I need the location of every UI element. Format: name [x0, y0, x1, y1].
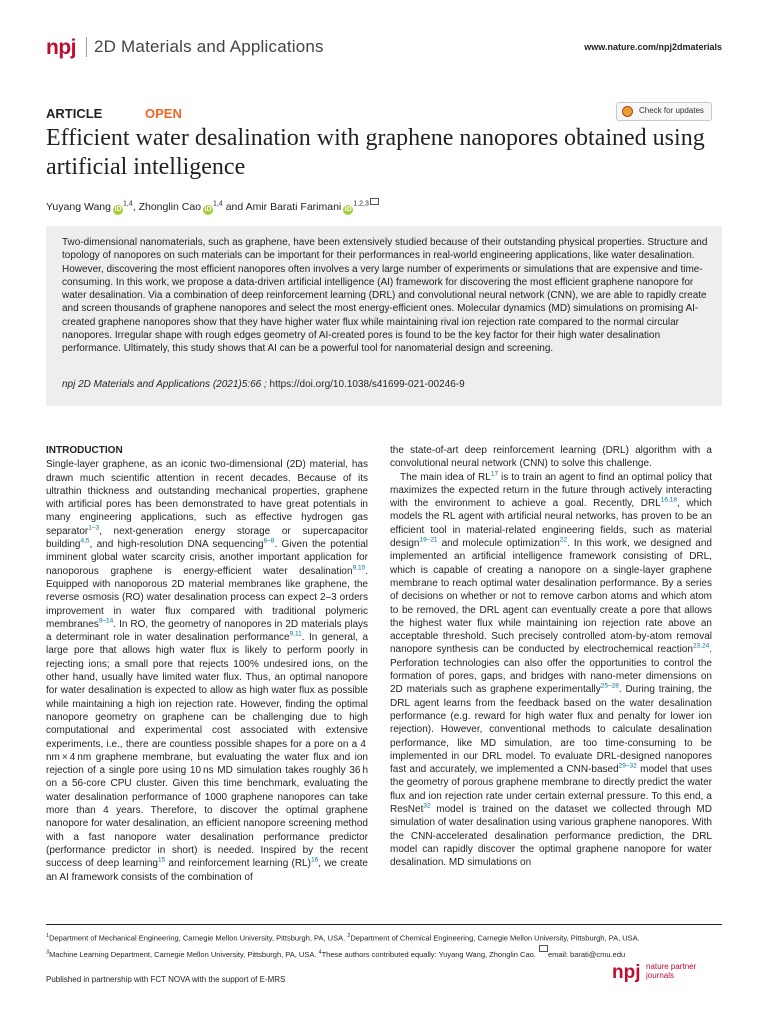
reference-link[interactable]: 9,11 — [289, 630, 302, 638]
reference-link[interactable]: 16 — [310, 856, 319, 864]
reference-link[interactable]: 19–21 — [419, 536, 438, 544]
open-access-badge: OPEN — [145, 106, 182, 121]
author-list: Yuyang Wang iD$^{1,4}$, Zhonglin Cao iD$^{1,4}$ and Amir Barati Farimani iD$^{1,2,3}$ — [46, 198, 379, 215]
reference-link[interactable]: 29–32 — [618, 762, 637, 770]
header-divider — [86, 37, 87, 57]
reference-link[interactable]: 1–3 — [88, 524, 100, 532]
body-paragraph: the state-of-art deep reinforcement learning (DRL) algorithm with a convolutional neural network (CNN) to solve this challenge. — [390, 445, 712, 470]
email-icon — [539, 945, 548, 952]
reference-link[interactable]: 25–28 — [600, 683, 619, 691]
reference-link[interactable]: 6–8 — [263, 537, 275, 545]
reference-link[interactable]: 9,10 — [352, 564, 366, 572]
abstract-box — [46, 226, 722, 406]
reference-link[interactable]: 4,5 — [80, 537, 90, 545]
reference-link[interactable]: 17 — [490, 470, 499, 478]
journal-url-link[interactable]: www.nature.com/npj2dmaterials — [584, 42, 722, 52]
reference-link[interactable]: 23,24 — [692, 643, 710, 651]
article-title: Efficient water desalination with graphene nanopores obtained using artificial intelligence — [46, 125, 705, 180]
orcid-icon[interactable]: iD — [204, 206, 212, 213]
body-paragraph: The main idea of RL$^{17}$ is to train an agent to find an optimal policy that maximizes the expected return in the future through actively interacting with the environment to achieve a goal. Recently, DRL$^{16,18}$, which models the RL agent with artificial neural networks, has proven to be an efficient tool in material-related engineering fields, such as material design$^{19-21}$ and molecule optimization$^{22}$. In this work, we designed and implemented an artificial intelligence framework consisting of DRL, which is capable of creating a nanopore on a single-layer graphene membrane to reach optimal water desalination performance. By a series of decisions on whether or not to remove carbon atoms and which atom to be removed, the DRL agent can eventually create a pore that allows the highest water flux while maintaining ion rejection rate above an acceptable threshold. Such precisely controlled atom-by-atom removal nanopore synthesis can be conducted by electrochemical reaction$^{23,24}$. Perforation technologies can also offer the opportunities to control the formation of pores, gaps, and bridges with nano-meter dimensions on 2D materials such as graphene experimentally$^{25-28}$. During training, the DRL agent learns from the feedback based on the water desalination performance (e.g. reward for high water flux and penalty for lower ion rejection). However, conventional methods to calculate desalination performance, like MD simulation, are too time-consuming to be implemented in our DRL model. To evaluate DRL-designed nanopores fast and accurately, we implemented a CNN-based$^{29-32}$ model that uses the geometry of porous graphene membrane to directly predict the water flux and ion rejection rate under certain external pressure. To this end, a ResNet$^{32}$ model is trained on the dataset we collected through MD simulation of water desalination using various graphene nanopores. With the CNN-accelerated desalination performance prediction, the DRL model can rapidly discover the optimal graphene nanopore for water desalination. MD simulations on — [390, 470, 712, 869]
article-type-label: ARTICLE — [46, 106, 103, 121]
npj-logo: npj — [46, 36, 76, 59]
author-name[interactable]: Yuyang Wang — [46, 201, 111, 213]
author-connector: and — [225, 201, 244, 213]
footnote-line: $^3$Machine Learning Department, Carnegie Mellon University, Pittsburgh, PA, USA. $^4$These authors contributed equally: Yuyang Wang, Zhonglin Cao. email: barati@cmu.edu — [46, 945, 722, 961]
reference-link[interactable]: 15 — [157, 856, 166, 864]
reference-link[interactable]: 32 — [423, 802, 431, 810]
orcid-icon[interactable]: iD — [114, 206, 122, 213]
body-column-left — [46, 444, 368, 884]
journal-name: 2D Materials and Applications — [94, 37, 324, 56]
article-citation — [62, 379, 708, 390]
affiliation-footnotes — [46, 924, 722, 961]
reference-link[interactable]: 9–14 — [98, 617, 114, 625]
section-heading: INTRODUCTION — [46, 445, 123, 456]
footnote-line: $^1$Department of Mechanical Engineering, Carnegie Mellon University, Pittsburgh, PA, USA. $^2$Department of Chemical Engineering, Carnegie Mellon University, Pittsburgh, PA, USA. — [46, 933, 640, 943]
reference-link[interactable]: 16,18 — [660, 496, 678, 504]
check-updates-icon — [622, 106, 633, 117]
abstract-text: Two-dimensional nanomaterials, such as graphene, have been extensively studied because of their outstanding physical properties. Structure and topology of nanopores on such materials can be important for their performances in real-world engineering applications, like water desalination. However, discovering the most efficient nanopores often involves a very large number of experiments or simulations that are expensive and time-consuming. In this work, we propose a data-driven artificial intelligence (AI) framework for discovering the most efficient graphene nanopore for water desalination. Via a combination of deep reinforcement learning (DRL) and convolutional neural network (CNN), we are able to rapidly create and screen thousands of graphene nanopores and select the most energy-efficient ones. Molecular dynamics (MD) simulations on promising AI-created graphene nanopores show that they have higher water flux while maintaining rival ion rejection rate compared to the normal circular nanopores. Irregular shape with rough edges geometry of AI-created pores is found to be the key factor for their high water desalination performance. Ultimately, this study shows that AI can be a powerful tool for nanomaterial design and screening. — [62, 237, 708, 355]
npj-footer-logo: npj — [612, 962, 641, 983]
author-name[interactable]: Amir Barati Farimani — [245, 201, 342, 213]
author-affiliation: 1,4 — [123, 200, 133, 208]
body-column-right — [390, 444, 712, 870]
author-affiliation: 1,4 — [213, 200, 223, 208]
intro-paragraph: Single-layer graphene, as an iconic two-dimensional (2D) material, has drawn much scientific attention in recent decades. Because of its ultrathin thickness and outstanding mechanical properties, graphene with artificial pores has been demonstrated to have great potentials in many engineering applications, such as effective hydrogen gas separator$^{1-3}$, next-generation energy storage or supercapacitor building$^{4,5}$, and high-resolution DNA sequencing$^{6-8}$. Given the potential imminent global water scarcity crisis, another important application for nanoporous graphene is energy-efficient water desalination$^{9,10}$. Equipped with nanoporous 2D material membranes like graphene, the reverse osmosis (RO) water desalination process can expect 2–3 orders improvement in water flux compared with traditional polymeric membranes$^{9-14}$. In RO, the geometry of nanopores in 2D materials plays a determinant role in water desalination performance$^{9,11}$. In general, a large pore that allows high water flux is likely to perform poorly in rejecting ions; a small pore that rejects 100% undesired ions, on the other hand, usually have limited water flux. Thus, an optimal nanopore for water desalination is expected to allow as high water flux as possible while maintaining a high ion rejection rate. However, finding the optimal nanopore geometry on graphene can be challenging due to high computational and experimental cost associated with extensive experiments, i.e., there are countless possible shapes for a pore on a 4 nm × 4 nm graphene membrane, but evaluating the water flux and ion rejection of a single pore using 10 ns MD simulation takes roughly 36 h on a 56-core CPU cluster. Given this time benchmark, evaluating the water desalination performance of 1000 graphene nanopores can take more than 4 years. Therefore, to discover the optimal graphene nanopore for water desalination, an efficient nanopore screening method with a fast nanopore water desalination performance predictor (performance predictor in short) is needed. Inspired by the recent success of deep learning$^{15}$ and reinforcement learning (RL)$^{16}$, we create an AI framework consists of the combination of — [46, 459, 369, 883]
check-for-updates-button[interactable] — [616, 102, 712, 121]
doi-link[interactable]: https://doi.org/10.1038/s41699-021-00246-9 — [269, 379, 465, 390]
corresponding-email[interactable]: email: barati@cmu.edu — [547, 949, 626, 959]
publisher-note: Published in partnership with FCT NOVA with the support of E-MRS — [46, 975, 286, 984]
citation-volume: (2021)5:66 ; — [212, 379, 267, 390]
author-affiliation: 1,2,3 — [353, 200, 369, 208]
check-updates-label: Check for updates — [639, 106, 704, 115]
author-name[interactable]: Zhonglin Cao — [138, 201, 202, 213]
citation-journal: npj 2D Materials and Applications — [62, 379, 211, 390]
reference-link[interactable]: 22 — [559, 536, 568, 544]
email-icon[interactable] — [370, 198, 379, 205]
orcid-icon[interactable]: iD — [344, 206, 352, 213]
journal-header — [46, 34, 722, 60]
nature-partner-journals-logo: nature partner journals — [646, 962, 697, 980]
